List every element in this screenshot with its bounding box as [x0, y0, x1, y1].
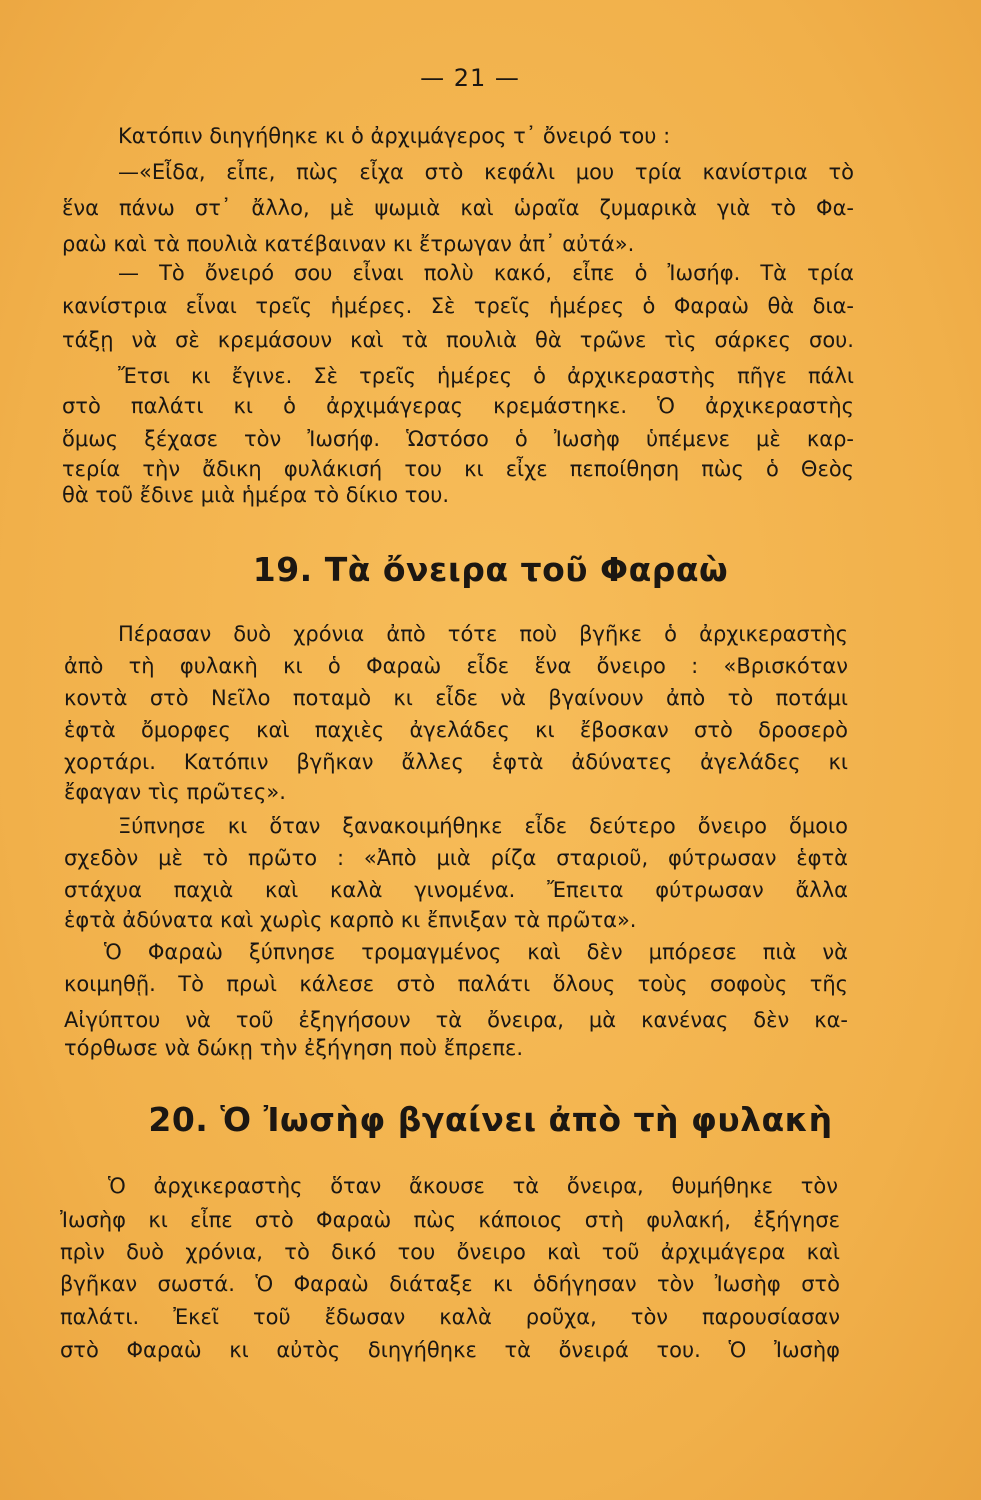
text-line: Πέρασαν δυὸ χρόνια ἀπὸ τότε ποὺ βγῆκε ὁ ἀρχικεραστὴς: [118, 622, 848, 646]
text-line: Αἰγύπτου νὰ τοῦ ἐξηγήσουν τὰ ὄνειρα, μὰ κανένας δὲν κα-: [64, 1008, 848, 1032]
text-line: βγῆκαν σωστά. Ὁ Φαραὼ διάταξε κι ὁδήγησαν τὸν Ἰωσὴφ στὸ: [60, 1272, 840, 1296]
section-heading-19: 19. Τὰ ὄνειρα τοῦ Φαραὼ: [252, 550, 729, 589]
text-line: κοντὰ στὸ Νεῖλο ποταμὸ κι εἶδε νὰ βγαίνουν ἀπὸ τὸ ποτάμι: [64, 686, 848, 710]
text-line: στάχυα παχιὰ καὶ καλὰ γινομένα. Ἔπειτα φύτρωσαν ἄλλα: [64, 878, 848, 902]
text-line: τερία τὴν ἄδικη φυλάκισή του κι εἶχε πεποίθηση πὼς ὁ Θεὸς: [62, 457, 854, 481]
text-line: ἑφτὰ ὄμορφες καὶ παχιὲς ἀγελάδες κι ἔβοσκαν στὸ δροσερὸ: [64, 718, 848, 742]
text-line: κανίστρια εἶναι τρεῖς ἡμέρες. Σὲ τρεῖς ἡμέρες ὁ Φαραὼ θὰ δια-: [62, 294, 854, 318]
text-line: Ξύπνησε κι ὅταν ξανακοιμήθηκε εἶδε δεύτερο ὄνειρο ὅμοιο: [118, 814, 848, 838]
page-number: — 21 —: [420, 64, 520, 92]
text-line: στὸ παλάτι κι ὁ ἀρχιμάγερας κρεμάστηκε. Ὁ ἀρχικεραστὴς: [62, 394, 854, 418]
text-line: κοιμηθῇ. Τὸ πρωὶ κάλεσε στὸ παλάτι ὅλους τοὺς σοφοὺς τῆς: [64, 972, 848, 996]
text-line: Ὁ Φαραὼ ξύπνησε τρομαγμένος καὶ δὲν μπόρεσε πιὰ νὰ: [104, 940, 848, 964]
text-line: Ὁ ἀρχικεραστὴς ὅταν ἄκουσε τὰ ὄνειρα, θυμήθηκε τὸν: [108, 1174, 838, 1198]
text-line: ραὼ καὶ τὰ πουλιὰ κατέβαιναν κι ἔτρωγαν ἀπ᾿ αὐτά».: [62, 232, 635, 256]
text-line: ὅμως ξέχασε τὸν Ἰωσήφ. Ὡστόσο ὁ Ἰωσὴφ ὑπέμενε μὲ καρ-: [62, 427, 854, 451]
text-line: — Τὸ ὄνειρό σου εἶναι πολὺ κακό, εἶπε ὁ Ἰωσήφ. Τὰ τρία: [118, 261, 854, 285]
text-line: Ἰωσὴφ κι εἶπε στὸ Φαραὼ πὼς κάποιος στὴ φυλακή, ἐξήγησε: [60, 1208, 840, 1232]
text-line: ἑφτὰ ἀδύνατα καὶ χωρὶς καρπὸ κι ἔπνιξαν τὰ πρῶτα».: [64, 908, 637, 932]
text-line: στὸ Φαραὼ κι αὐτὸς διηγήθηκε τὰ ὄνειρά του. Ὁ Ἰωσὴφ: [60, 1338, 840, 1362]
text-line: τάξῃ νὰ σὲ κρεμάσουν καὶ τὰ πουλιὰ θὰ τρῶνε τὶς σάρκες σου.: [62, 328, 854, 352]
text-line: Κατόπιν διηγήθηκε κι ὁ ἀρχιμάγερος τ᾿ ὄνειρό του :: [118, 124, 671, 148]
section-heading-20: 20. Ὁ Ἰωσὴφ βγαίνει ἀπὸ τὴ φυλακὴ: [148, 1100, 833, 1139]
text-line: πρὶν δυὸ χρόνια, τὸ δικό του ὄνειρο καὶ τοῦ ἀρχιμάγερα καὶ: [60, 1240, 840, 1264]
text-line: —«Εἶδα, εἶπε, πὼς εἶχα στὸ κεφάλι μου τρία κανίστρια τὸ: [118, 160, 854, 184]
text-line: χορτάρι. Κατόπιν βγῆκαν ἄλλες ἑφτὰ ἀδύνατες ἀγελάδες κι: [64, 750, 848, 774]
text-line: ἔφαγαν τὶς πρῶτες».: [64, 780, 286, 804]
text-line: τόρθωσε νὰ δώκῃ τὴν ἐξήγηση ποὺ ἔπρεπε.: [64, 1036, 524, 1060]
text-line: Ἔτσι κι ἔγινε. Σὲ τρεῖς ἡμέρες ὁ ἀρχικεραστὴς πῆγε πάλι: [118, 364, 854, 388]
text-line: ἀπὸ τὴ φυλακὴ κι ὁ Φαραὼ εἶδε ἕνα ὄνειρο : «Βρισκόταν: [64, 654, 848, 678]
text-line: ἕνα πάνω στ᾿ ἄλλο, μὲ ψωμιὰ καὶ ὡραῖα ζυμαρικὰ γιὰ τὸ Φα-: [62, 196, 854, 220]
text-line: σχεδὸν μὲ τὸ πρῶτο : «Ἀπὸ μιὰ ρίζα σταριοῦ, φύτρωσαν ἑφτὰ: [64, 846, 848, 870]
text-line: θὰ τοῦ ἔδινε μιὰ ἡμέρα τὸ δίκιο του.: [62, 483, 450, 507]
text-line: παλάτι. Ἐκεῖ τοῦ ἔδωσαν καλὰ ροῦχα, τὸν παρουσίασαν: [60, 1305, 840, 1329]
